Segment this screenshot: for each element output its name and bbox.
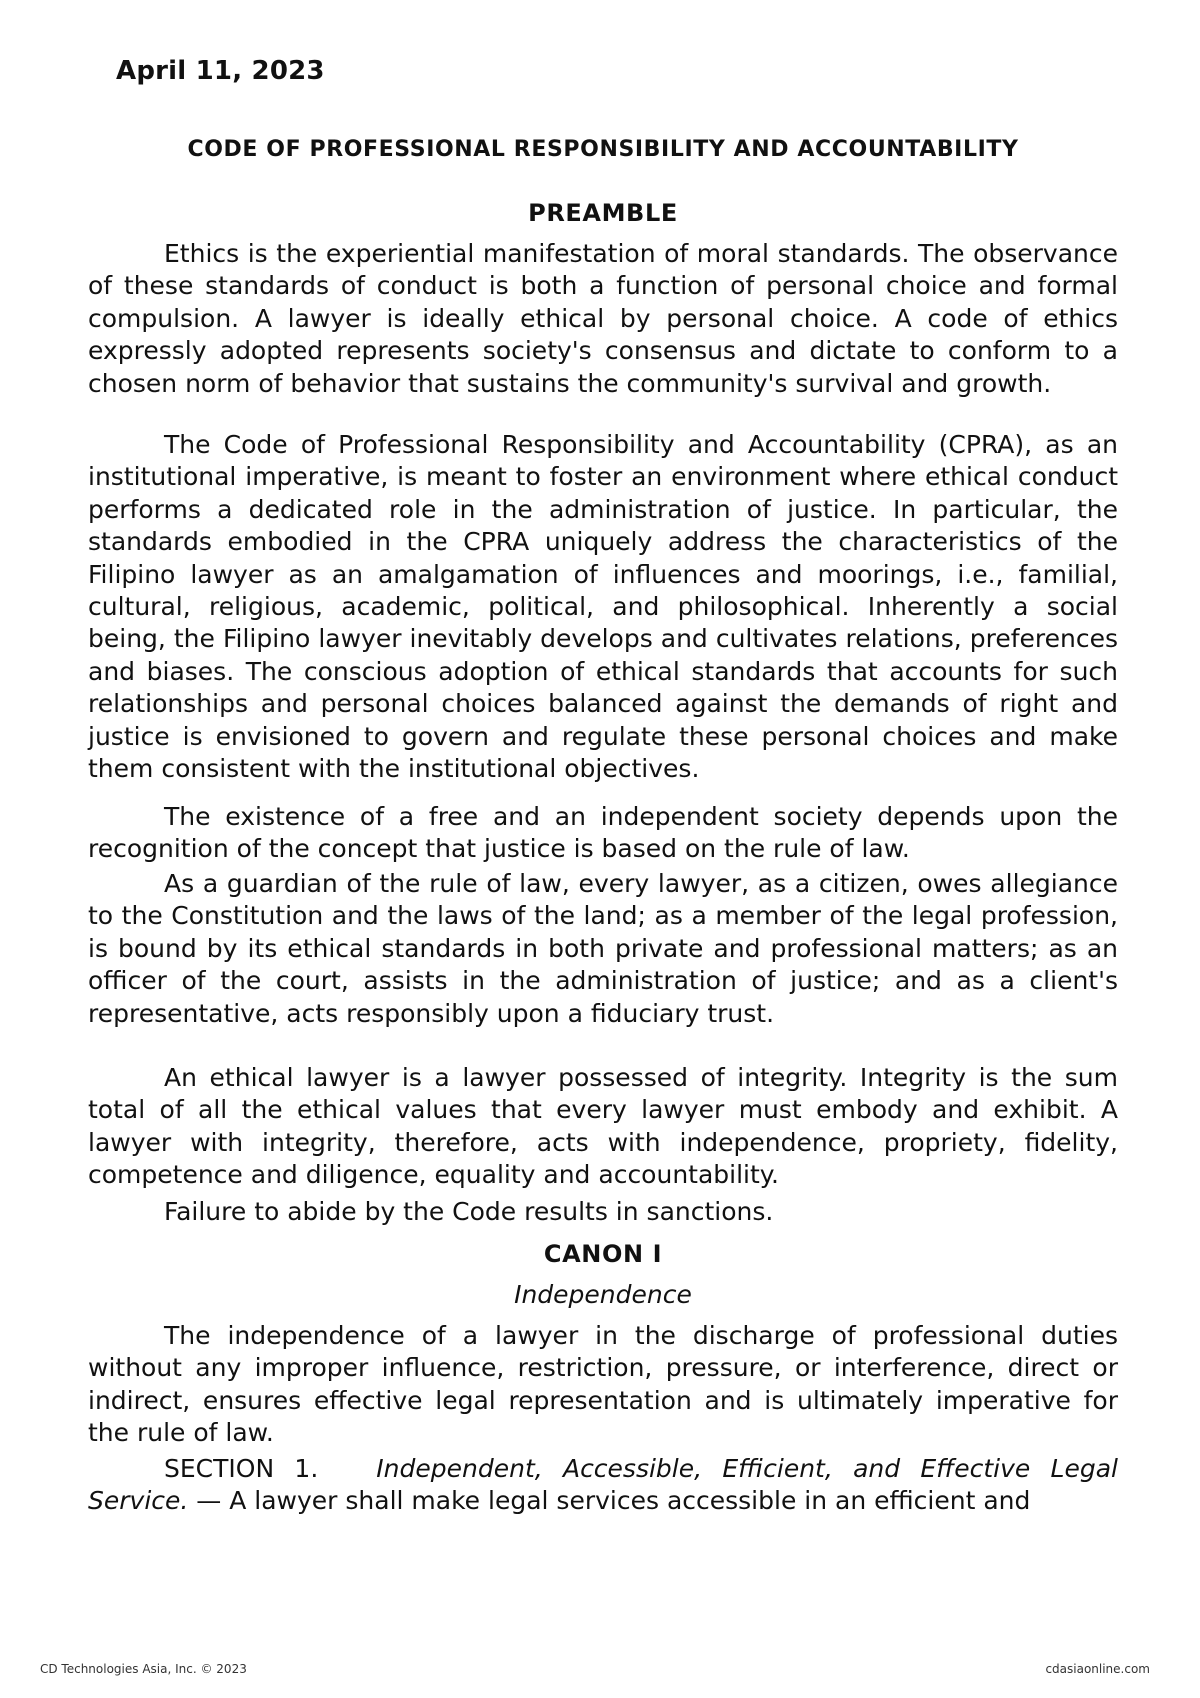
preamble-paragraph: As a guardian of the rule of law, every lawyer, as a citizen, owes allegiance to the Constitution and the laws of the land; as a member of the legal profession, is bound by its ethical standards in both private and professional matters; as an officer of the court, assists in the administration of justice; and as a client's representative, acts responsibly upon a fiduciary trust. [88, 869, 1118, 1028]
footer-website: cdasiaonline.com [1045, 1662, 1150, 1676]
preamble-paragraph: Failure to abide by the Code results in sanctions. [164, 1197, 774, 1226]
canon-heading: CANON I [543, 1240, 663, 1268]
canon-subheading: Independence [514, 1280, 692, 1309]
preamble-paragraph: An ethical lawyer is a lawyer possessed of integrity. Integrity is the sum total of all the ethical values that every lawyer must embody and exhibit. A lawyer with integrity, therefore, acts with independence, propriety, fidelity, competence and diligence, equality and accountability. [88, 1063, 1118, 1190]
document-title: CODE OF PROFESSIONAL RESPONSIBILITY AND ACCOUNTABILITY [187, 137, 1019, 162]
preamble-paragraph: Ethics is the experiential manifestation of moral standards. The observance of these standards of conduct is both a function of personal choice and formal compulsion. A lawyer is ideally ethical by personal choice. A code of ethics expressly adopted represents society's consensus and dictate to conform to a chosen norm of behavior that sustains the community's survival and growth. [88, 239, 1118, 398]
preamble-paragraph: The Code of Professional Responsibility and Accountability (CPRA), as an institutional imperative, is meant to foster an environment where ethical conduct performs a dedicated role in the administration of justice. In particular, the standards embodied in the CPRA uniquely address the characteristics of the Filipino lawyer as an amalgamation of influences and moorings, i.e., familial, cultural, religious, academic, political, and philosophical. Inherently a social being, the Filipino lawyer inevitably develops and cultivates relations, preferences and biases. The conscious adoption of ethical standards that accounts for such relationships and personal choices balanced against the demands of right and justice is envisioned to govern and regulate these personal choices and make them consistent with the institutional objectives. [88, 430, 1118, 784]
footer-copyright: CD Technologies Asia, Inc. © 2023 [40, 1662, 247, 1676]
section-1-heading: Independent, Accessible, Efficient, and Effective Legal Service. [88, 1454, 1118, 1516]
section-1-label: SECTION 1. [164, 1454, 319, 1483]
canon-paragraph: The independence of a lawyer in the discharge of professional duties without any improper influence, restriction, pressure, or interference, direct or indirect, ensures effective legal representation and is ultimately imperative for the rule of law. [88, 1321, 1118, 1448]
document-date: April 11, 2023 [116, 56, 325, 86]
section-1-paragraph [88, 1453, 1118, 1518]
preamble-paragraph: The existence of a free and an independent society depends upon the recognition of the concept that justice is based on the rule of law. [88, 802, 1118, 864]
preamble-heading: PREAMBLE [528, 199, 678, 227]
section-1-text: — A lawyer shall make legal services accessible in an efficient and [188, 1486, 1031, 1516]
